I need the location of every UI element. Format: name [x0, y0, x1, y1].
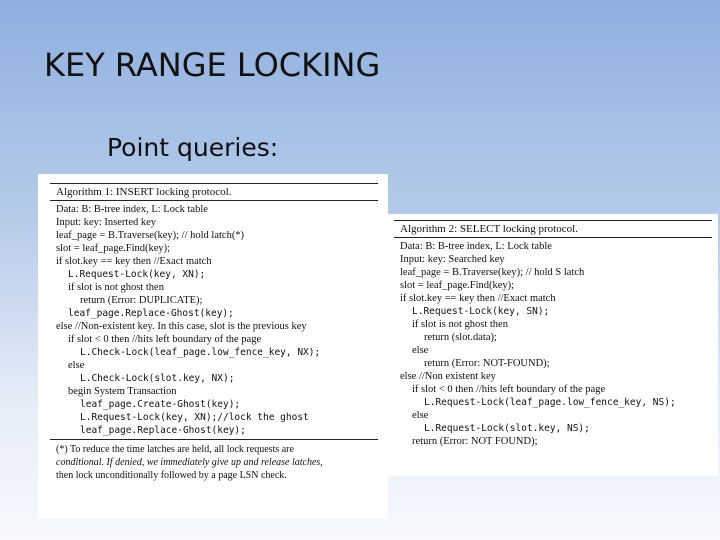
code-line: if slot.key == key then //Exact match [400, 293, 556, 304]
code-line: slot = leaf_page.Find(key); [56, 243, 171, 254]
algorithm-1-code [50, 201, 378, 437]
footnote-line: then lock unconditionally followed by a page LSN check. [56, 470, 287, 481]
algorithm-1-caption: Algorithm 1: INSERT locking protocol. [56, 186, 232, 198]
code-line: Input: key: Searched key [400, 254, 505, 265]
code-line: else [412, 410, 429, 421]
code-line: leaf_page.Replace-Ghost(key); [80, 425, 246, 436]
code-line: if slot is not ghost then [68, 282, 164, 293]
code-line: else //Non existent key [400, 371, 496, 382]
code-line: if slot < 0 then //hits left boundary of the page [412, 384, 606, 395]
code-line: return (Error: NOT FOUND); [412, 436, 538, 447]
code-line: if slot < 0 then //hits left boundary of the page [68, 334, 262, 345]
footnote-line: conditional. If denied, we immediately give up and release latches, [56, 457, 323, 468]
code-line: L.Request-Lock(leaf_page.low_fence_key, NS); [424, 397, 676, 408]
code-line: else [68, 360, 85, 371]
code-line: L.Request-Lock(key, XN);//lock the ghost [80, 412, 309, 423]
code-line: L.Request-Lock(slot.key, NS); [424, 423, 590, 434]
slide-title: KEY RANGE LOCKING [44, 46, 381, 84]
code-line: leaf_page = B.Traverse(key); // hold S latch [400, 267, 585, 278]
code-line: return (Error: NOT-FOUND); [424, 358, 550, 369]
code-line: else //Non-existent key. In this case, slot is the previous key [56, 321, 307, 332]
code-line: else [412, 345, 429, 356]
code-line: L.Request-Lock(key, SN); [412, 306, 550, 317]
algorithm-2-figure [388, 214, 718, 476]
footnote [50, 440, 378, 482]
code-line: if slot.key == key then //Exact match [56, 256, 212, 267]
code-line: return (Error: DUPLICATE); [80, 295, 203, 306]
code-line: begin System Transaction [68, 386, 177, 397]
algorithm-1-figure [38, 174, 388, 519]
code-line: Input: key: Inserted key [56, 217, 157, 228]
code-line: leaf_page.Replace-Ghost(key); [68, 308, 234, 319]
code-line: slot = leaf_page.Find(key); [400, 280, 515, 291]
code-line: return (slot.data); [424, 332, 497, 343]
code-line: Data: B: B-tree index, L: Lock table [400, 241, 552, 252]
code-line: leaf_page.Create-Ghost(key); [80, 399, 241, 410]
code-line: L.Check-Lock(slot.key, NX); [80, 373, 235, 384]
algorithm-2-code [394, 238, 712, 448]
code-line: if slot is not ghost then [412, 319, 508, 330]
code-line: L.Request-Lock(key, XN); [68, 269, 206, 280]
slide-subtitle: Point queries: [107, 133, 279, 162]
footnote-line: (*) To reduce the time latches are held, all lock requests are [56, 444, 294, 455]
code-line: Data: B: B-tree index, L: Lock table [56, 204, 208, 215]
code-line: leaf_page = B.Traverse(key); // hold latch(*) [56, 230, 245, 241]
code-line: L.Check-Lock(leaf_page.low_fence_key, NX); [80, 347, 321, 358]
algorithm-2-caption: Algorithm 2: SELECT locking protocol. [400, 223, 578, 235]
